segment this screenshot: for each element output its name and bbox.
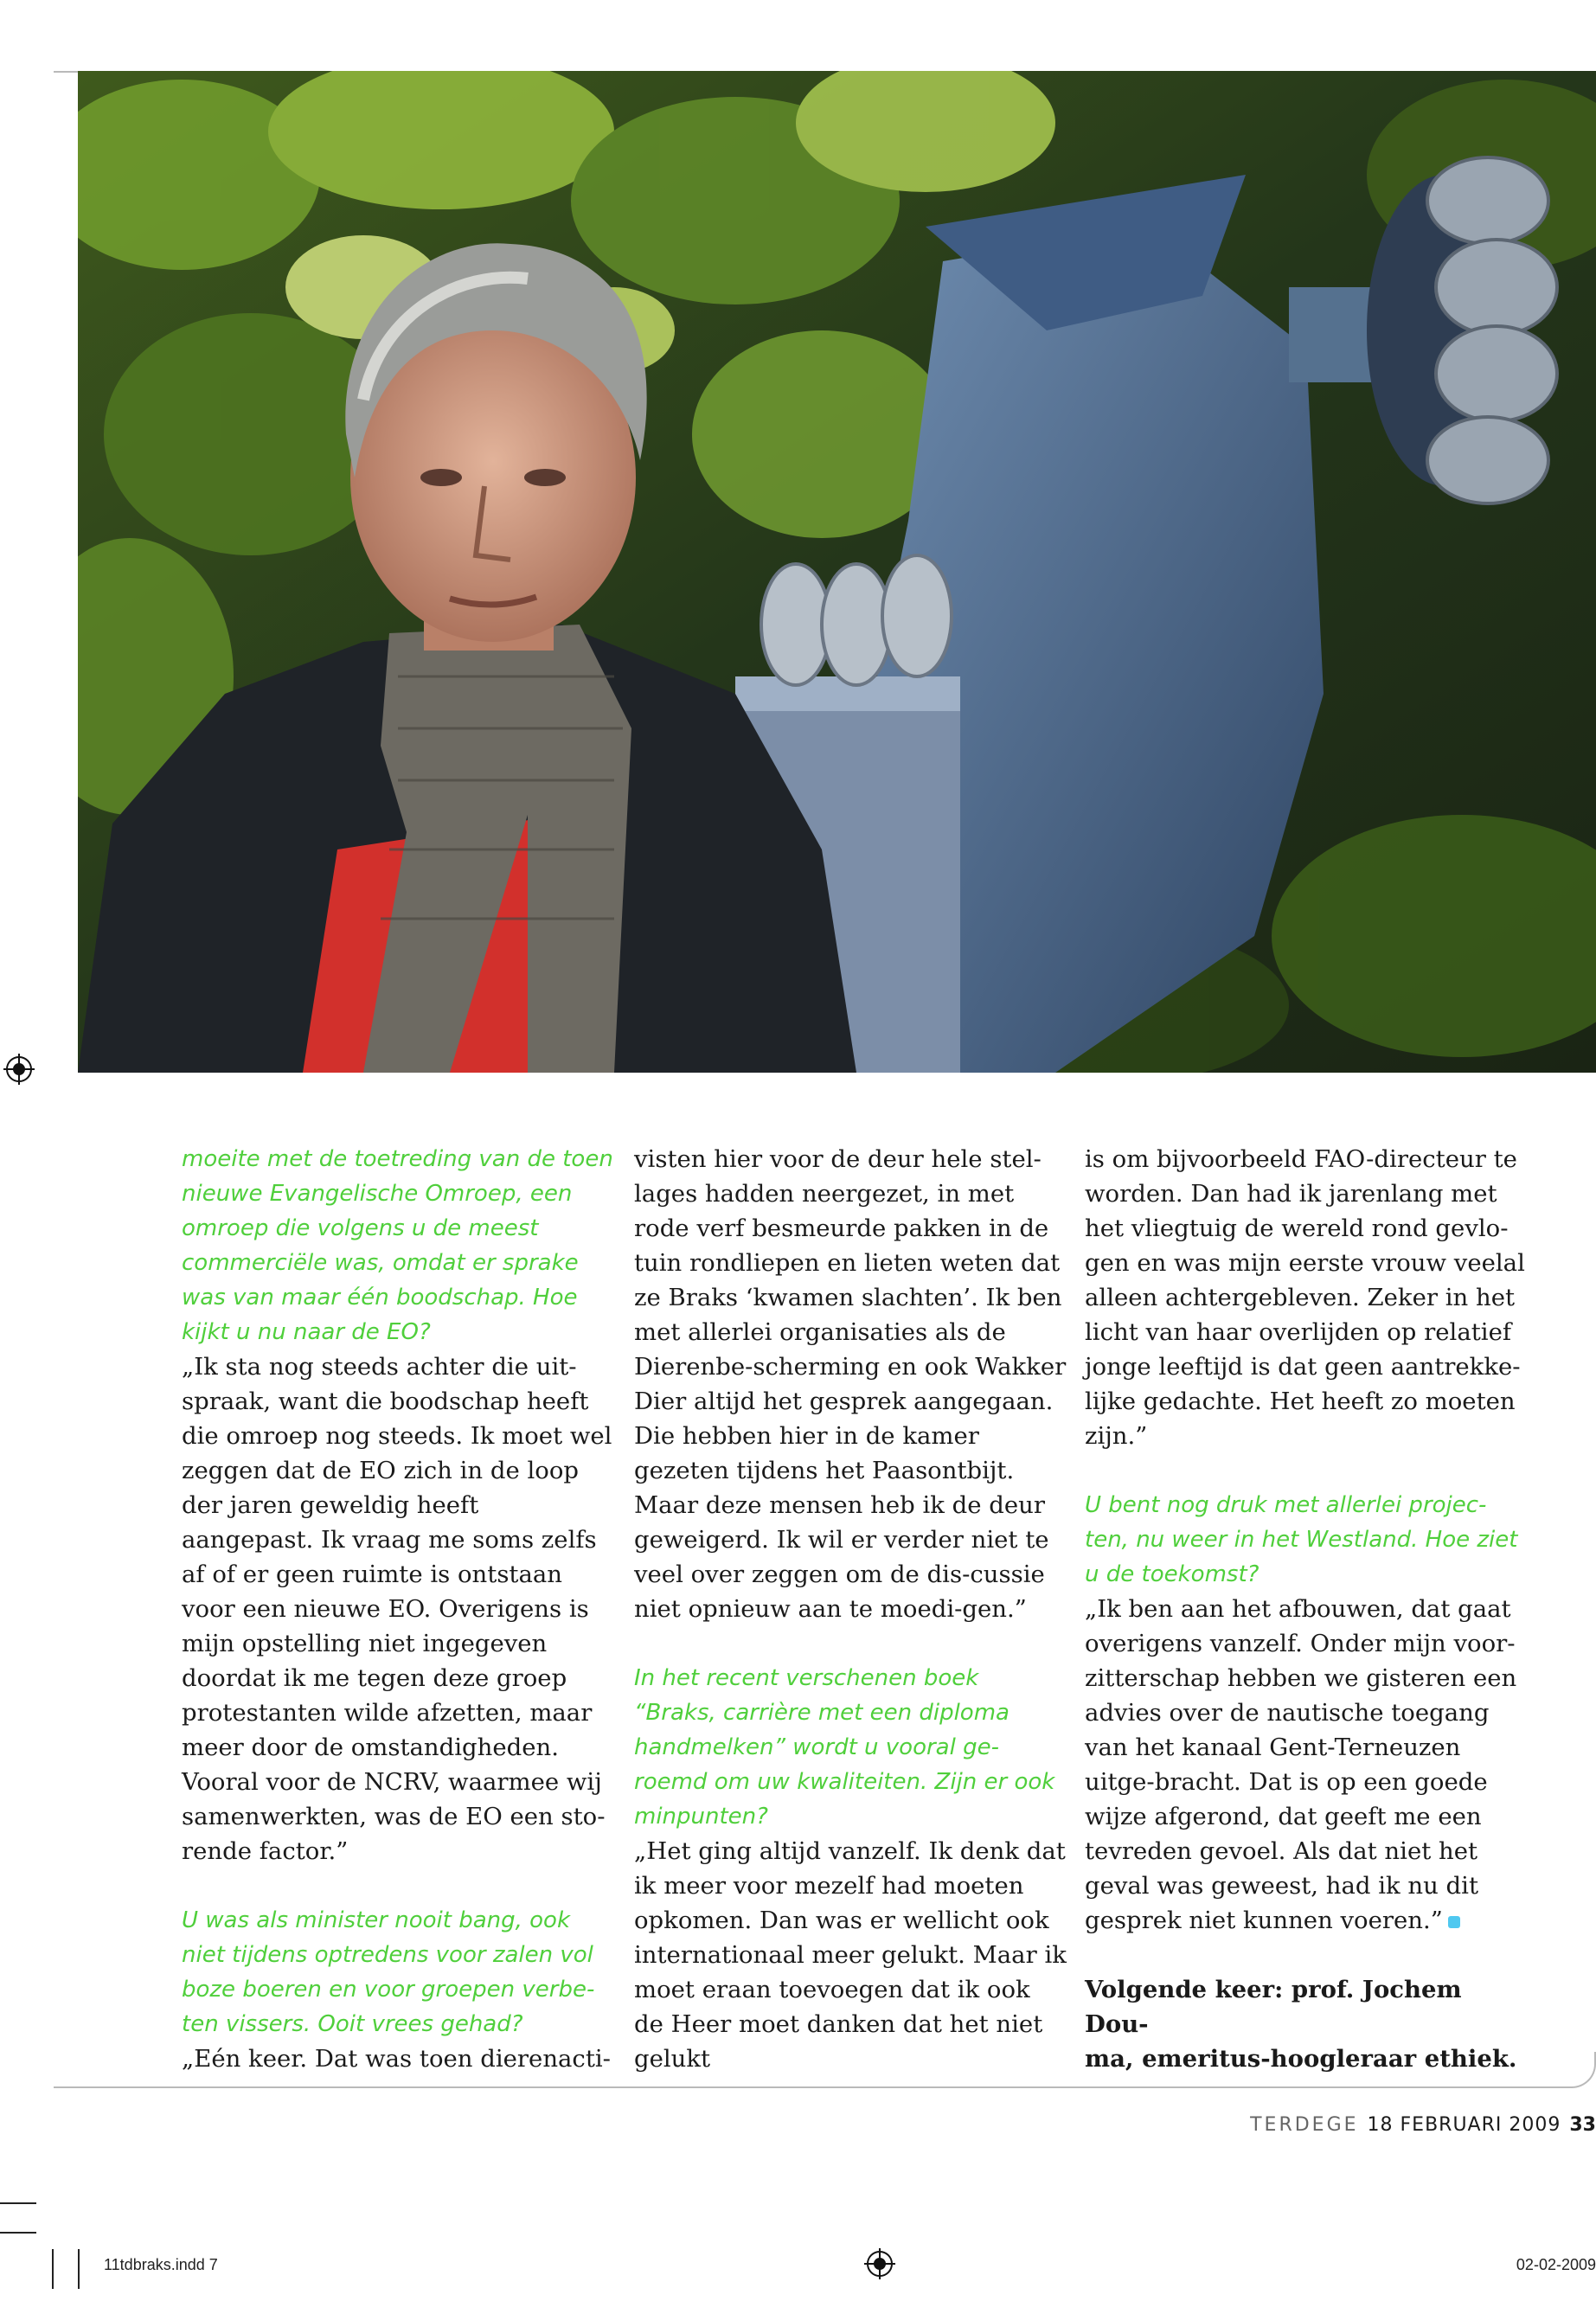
- interview-question: U was als minister nooit bang, ook niet tijdens optredens voor zalen vol boze boeren en voor groepen verbe-ten vissers. Ooit vrees gehad?: [182, 1907, 595, 2037]
- interview-answer-continued: is om bijvoorbeeld FAO-directeur te worden. Dan had ik jarenlang met het vliegtuig de wereld rond gevlo-gen en was mijn eerste vrouw veelal alleen achtergebleven. Zeker in het licht van haar overlijden op relatief jonge leeftijd is dat geen aantrekke-lijke gedachte. Het heeft zo moeten zijn.”: [1085, 1145, 1525, 1450]
- article-body: [0, 1142, 1596, 2073]
- photo-illustration: [78, 71, 1596, 1073]
- interview-answer-final: [1085, 1592, 1526, 1938]
- magazine-name: TERDEGE: [1250, 2114, 1359, 2136]
- next-issue-line-1: Volgende keer: prof. Jochem Dou-: [1085, 1976, 1462, 2038]
- crop-mark: [78, 2249, 80, 2289]
- registration-mark-icon: [864, 2248, 895, 2279]
- crop-mark: [0, 2232, 36, 2234]
- slug-date: 02-02-2009: [1516, 2256, 1596, 2273]
- hero-photo: [78, 71, 1596, 1073]
- next-issue-line-2: ma, emeritus-hoogleraar ethiek.: [1085, 2045, 1517, 2073]
- interview-answer: „Eén keer. Dat was toen dierenacti-: [182, 2045, 611, 2073]
- column-3: [1085, 1142, 1526, 2076]
- interview-question: moeite met de toetreding van de toen nieuwe Evangelische Omroep, een omroep die volgens u de meest commerciële was, omdat er sprake was van maar één boodschap. Hoe kijkt u nu naar de EO?: [182, 1146, 613, 1345]
- column-2: [634, 1142, 1067, 2076]
- bottom-frame-corner: [1554, 2052, 1596, 2088]
- registration-mark-icon: [3, 1054, 35, 1085]
- end-of-article-mark: [1448, 1916, 1460, 1928]
- issue-date: 18 FEBRUARI 2009: [1367, 2114, 1561, 2136]
- crop-mark: [52, 2249, 54, 2289]
- page-number: 33: [1569, 2114, 1596, 2136]
- interview-question: In het recent verschenen boek “Braks, carrière met een diploma handmelken” wordt u vooral ge-roemd om uw kwaliteiten. Zijn er ook minpunten?: [634, 1665, 1055, 1830]
- slug-file-info: 11tdbraks.indd 7: [104, 2256, 218, 2273]
- interview-question: U bent nog druk met allerlei projec-ten, nu weer in het Westland. Hoe ziet u de toekomst?: [1085, 1492, 1518, 1587]
- crop-mark: [0, 2202, 36, 2204]
- column-1: [182, 1142, 614, 2076]
- final-answer-text: „Ik ben aan het afbouwen, dat gaat overigens vanzelf. Onder mijn voor-zitterschap hebben we gisteren een advies over de nautische toegang van het kanaal Gent-Terneuzen uitge-bracht. Dat is op een goede wijze afgerond, dat geeft me een tevreden gevoel. Als dat niet het geval was geweest, had ik nu dit gesprek niet kunnen voeren.”: [1085, 1595, 1517, 1934]
- interview-answer-continued: visten hier voor de deur hele stel-lages hadden neergezet, in met rode verf besmeurde pakken in de tuin rondliepen en lieten weten dat ze Braks ‘kwamen slachten’. Ik ben met allerlei organisaties als de Dierenbe-scherming en ook Wakker Dier altijd het gesprek aangegaan. Die hebben hier in de kamer gezeten tijdens het Paasontbijt. Maar deze mensen heb ik de deur geweigerd. Ik wil er verder niet te veel over zeggen om de dis-cussie niet opnieuw aan te moedi-gen.”: [634, 1145, 1067, 1623]
- interview-answer: „Ik sta nog steeds achter die uit-spraak, want die boodschap heeft die omroep nog steeds. Ik moet wel zeggen dat de EO zich in de loop der jaren geweldig heeft aangepast. Ik vraag me soms zelfs af of er geen ruimte is ontstaan voor een nieuwe EO. Overigens is mijn opstelling niet ingegeven doordat ik me tegen deze groep protestanten wilde afzetten, maar meer door de omstandigheden. Vooral voor de NCRV, waarmee wij samenwerkten, was de EO een sto-rende factor.”: [182, 1353, 612, 1865]
- running-footer: [1250, 2114, 1596, 2144]
- bottom-frame-rule: [54, 2086, 1559, 2088]
- interview-answer: „Het ging altijd vanzelf. Ik denk dat ik meer voor mezelf had moeten opkomen. Dan was er wellicht ook internationaal meer gelukt. Maar ik moet eraan toevoegen dat ik ook de Heer moet danken dat het niet gelukt: [634, 1837, 1067, 2073]
